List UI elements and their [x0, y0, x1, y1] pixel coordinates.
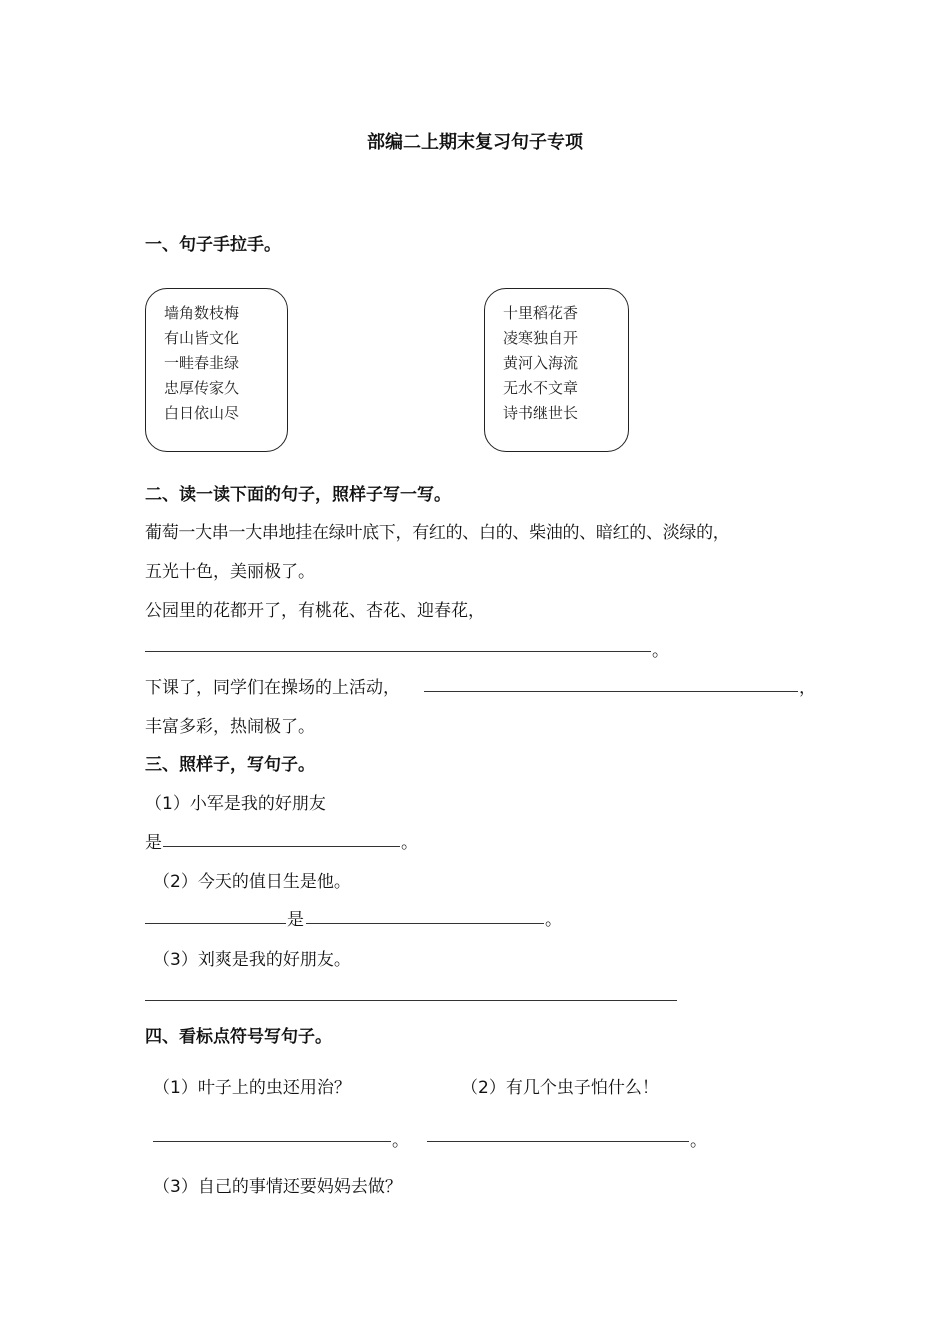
example-sentence-line2: 五光十色，美丽极了。	[145, 562, 315, 582]
section4-item2-answer-line[interactable]	[427, 1141, 689, 1142]
section4-item2: （2）有几个虫子怕什么！	[461, 1078, 659, 1098]
section3-item3: （3）刘爽是我的好朋友。	[153, 950, 351, 970]
section3-item1-end: 。	[401, 833, 418, 853]
left-poem-line: 有山皆文化	[164, 329, 240, 347]
question2-text: 下课了，同学们在操场的上活动，	[145, 678, 400, 698]
left-poem-lines	[164, 301, 239, 426]
section3-item1-prefix: 是	[145, 833, 162, 853]
right-poem-line: 诗书继世长	[503, 404, 579, 422]
section4-item1-answer-line[interactable]	[153, 1141, 391, 1142]
section4-item3: （3）自己的事情还要妈妈去做？	[153, 1177, 402, 1197]
section3-heading: 三、照样子，写句子。	[145, 755, 315, 775]
question1-text: 公园里的花都开了，有桃花、杏花、迎春花，	[145, 601, 485, 621]
question2-line2: 丰富多彩，热闹极了。	[145, 717, 315, 737]
section3-item2-mid: 是	[287, 910, 304, 930]
section1-heading: 一、句子手拉手。	[145, 235, 281, 255]
left-poem-box	[145, 288, 288, 452]
left-poem-line: 一畦春韭绿	[164, 354, 240, 372]
question2-answer-line[interactable]	[424, 691, 798, 692]
right-poem-line: 无水不文章	[503, 379, 579, 397]
section3-item2: （2）今天的值日生是他。	[153, 872, 351, 892]
section4-heading: 四、看标点符号写句子。	[145, 1027, 332, 1047]
section3-item2-end: 。	[545, 910, 562, 930]
right-poem-lines	[503, 301, 578, 426]
question1-end-mark: 。	[652, 641, 669, 661]
section3-item2-answer-line-a[interactable]	[145, 923, 286, 924]
right-poem-line: 黄河入海流	[503, 354, 579, 372]
left-poem-line: 白日依山尽	[164, 404, 240, 422]
question1-answer-line[interactable]	[145, 651, 651, 652]
example-sentence-line1: 葡萄一大串一大串地挂在绿叶底下，有红的、白的、柴油的、暗红的、淡绿的，	[145, 523, 730, 543]
right-poem-box	[484, 288, 629, 452]
section4-item2-end: 。	[690, 1131, 707, 1151]
question2-end-mark: ，	[799, 678, 816, 698]
right-poem-line: 凌寒独自开	[503, 329, 579, 347]
left-poem-line: 墙角数枝梅	[164, 304, 240, 322]
section3-item1-answer-line[interactable]	[163, 846, 400, 847]
left-poem-line: 忠厚传家久	[164, 379, 240, 397]
page-title: 部编二上期末复习句子专项	[367, 132, 583, 153]
section4-item1: （1）叶子上的虫还用治？	[153, 1078, 351, 1098]
section4-item1-end: 。	[392, 1131, 409, 1151]
section2-heading: 二、读一读下面的句子，照样子写一写。	[145, 485, 451, 505]
right-poem-line: 十里稻花香	[503, 304, 579, 322]
section3-item1: （1）小军是我的好朋友	[145, 794, 326, 814]
section3-item2-answer-line-b[interactable]	[306, 923, 544, 924]
section3-item3-answer-line[interactable]	[145, 1000, 677, 1001]
